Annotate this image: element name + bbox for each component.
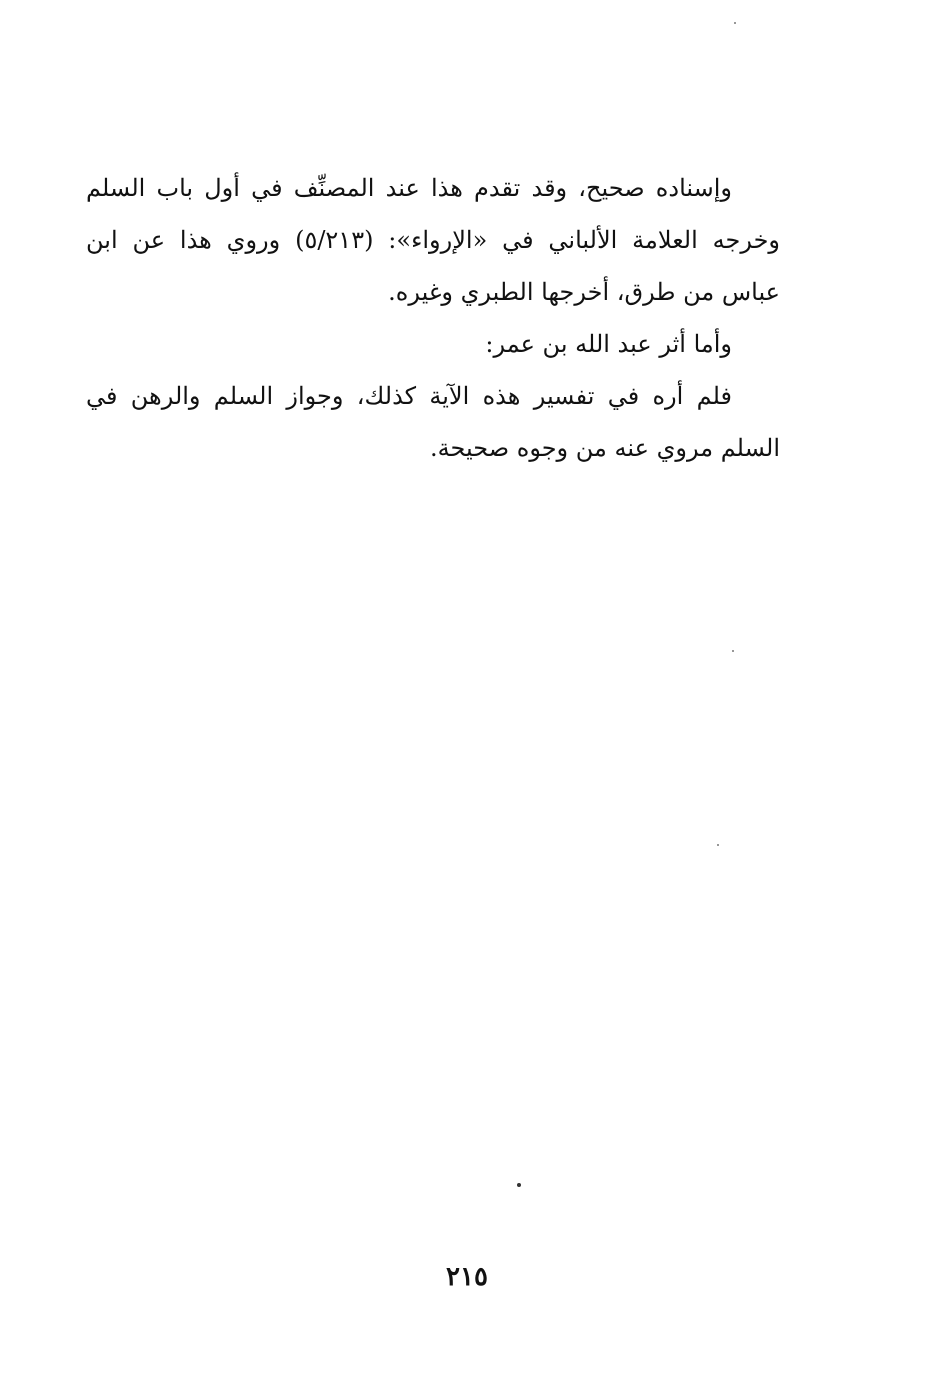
scan-speck [517,1183,521,1187]
paragraph-ibn-umar-heading: وأما أثر عبد الله بن عمر: [485,330,732,358]
body-text [86,162,780,474]
paragraph-isnad: وإسناده صحيح، وقد تقدم هذا عند المصنِّف في أول باب السلم وخرجه العلامة الألباني في «الإرواء»: (٥/٢١٣) وروي هذا عن ابن عباس من طرق، أخرجها الطبري وغيره. [86,174,780,306]
scan-speck [734,22,736,24]
scan-speck [732,650,734,652]
paragraph-conclusion: فلم أره في تفسير هذه الآية كذلك، وجواز السلم والرهن في السلم مروي عنه من وجوه صحيحة. [86,382,780,462]
page-number: ٢١٥ [446,1262,488,1292]
scan-speck [717,844,719,846]
